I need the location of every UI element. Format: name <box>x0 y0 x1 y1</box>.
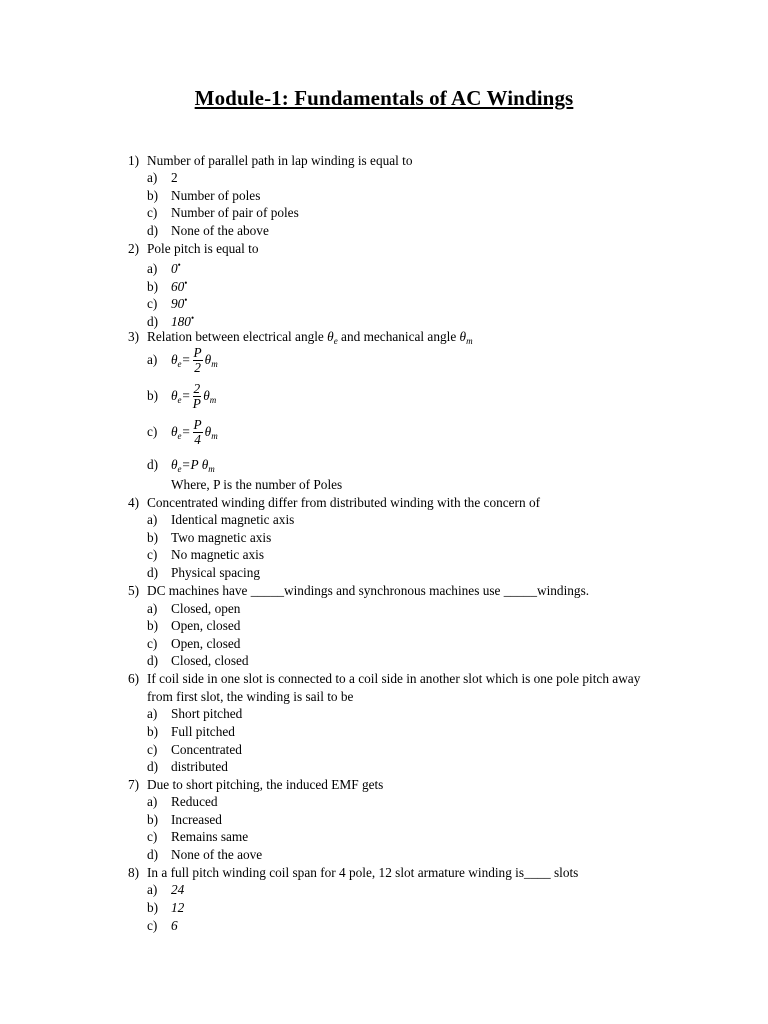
equals-sign: = <box>181 457 191 472</box>
option <box>147 828 248 846</box>
coefficient: P <box>190 457 199 472</box>
option-letter: b) <box>147 188 159 203</box>
theta-glyph: θ <box>327 329 334 344</box>
question-5 <box>128 582 718 600</box>
option-letter: b) <box>147 618 159 633</box>
option <box>147 600 240 618</box>
equals-sign: = <box>181 387 191 403</box>
formula <box>171 457 215 472</box>
option-text: 90 <box>171 296 185 311</box>
option-letter: b) <box>147 530 159 545</box>
option-letter: c) <box>147 742 158 757</box>
theta-glyph: θ <box>171 457 178 472</box>
question-6 <box>128 670 718 688</box>
subscript: e <box>177 358 182 369</box>
subscript: e <box>177 394 182 405</box>
option-text: Open, closed <box>171 618 241 633</box>
option-letter: a) <box>147 512 158 527</box>
subscript: m <box>209 394 217 405</box>
denominator: 4 <box>194 432 201 447</box>
subscript: m <box>208 464 215 474</box>
question-8 <box>128 864 718 882</box>
option-letter: c) <box>147 636 158 651</box>
question-number: 8) <box>128 865 140 880</box>
denominator: P <box>192 396 201 411</box>
equals-sign: = <box>181 423 191 439</box>
question-text: Pole pitch is equal to <box>147 241 259 256</box>
option-letter: b) <box>147 387 159 403</box>
theta-glyph: θ <box>171 351 178 367</box>
option-text: 12 <box>171 900 185 915</box>
fraction <box>193 418 203 447</box>
option <box>147 418 218 447</box>
subscript: m <box>466 336 473 346</box>
option-text: Number of poles <box>171 188 261 203</box>
option <box>147 382 216 411</box>
question-4 <box>128 494 718 512</box>
option-letter: a) <box>147 706 158 721</box>
option-letter: a) <box>147 882 158 897</box>
question-number: 7) <box>128 777 140 792</box>
option-text: 180 <box>171 314 191 329</box>
option <box>147 723 235 741</box>
option-letter: c) <box>147 918 158 933</box>
numerator: 2 <box>193 381 201 396</box>
option-text: Full pitched <box>171 724 235 739</box>
option-text: 60 <box>171 279 185 294</box>
question-number: 2) <box>128 241 140 256</box>
option <box>147 758 228 776</box>
degree-symbol: • <box>177 260 181 270</box>
theta-glyph: θ <box>171 387 178 403</box>
question-text: and mechanical angle <box>337 329 460 344</box>
option-letter: d) <box>147 314 159 329</box>
option-text: Open, closed <box>171 636 241 651</box>
option-letter: a) <box>147 170 158 185</box>
numerator: P <box>193 417 202 432</box>
theta-glyph: θ <box>459 329 467 344</box>
option-text: None of the above <box>171 223 269 238</box>
option-text: Physical spacing <box>171 565 261 580</box>
option-letter: d) <box>147 653 159 668</box>
option-letter: d) <box>147 457 159 472</box>
option-letter: c) <box>147 829 158 844</box>
option <box>147 204 299 222</box>
option-letter: a) <box>147 261 158 276</box>
theta-m-symbol <box>460 329 473 344</box>
option-letter: b) <box>147 900 159 915</box>
option-letter: d) <box>147 565 159 580</box>
option-text: Increased <box>171 812 222 827</box>
degree-symbol: • <box>184 278 188 288</box>
option <box>147 635 240 653</box>
denominator: 2 <box>194 360 201 375</box>
option-text: Two magnetic axis <box>171 530 272 545</box>
subscript: m <box>211 358 218 369</box>
subscript: e <box>177 430 182 441</box>
page-title: Module-1: Fundamentals of AC Windings <box>194 86 574 110</box>
option-text: Number of pair of poles <box>171 205 299 220</box>
option <box>147 346 218 375</box>
option-text: distributed <box>171 759 228 774</box>
option <box>147 187 260 205</box>
option-letter: c) <box>147 547 158 562</box>
theta-glyph: θ <box>203 387 210 403</box>
question-7 <box>128 776 718 794</box>
option-text: Remains same <box>171 829 249 844</box>
theta-glyph: θ <box>201 457 209 472</box>
option <box>147 705 242 723</box>
option <box>147 546 264 564</box>
option-letter: d) <box>147 847 159 862</box>
option-letter: a) <box>147 351 158 367</box>
degree-symbol: • <box>190 313 195 323</box>
option <box>147 652 249 670</box>
option-letter: c) <box>147 205 158 220</box>
option <box>147 511 294 529</box>
theta-e-symbol <box>327 329 338 344</box>
fraction <box>193 346 203 375</box>
degree-symbol: • <box>184 295 188 305</box>
option-text: 2 <box>171 170 178 185</box>
question-text: DC machines have _____windings and synchronous machines use _____windings. <box>147 583 590 598</box>
option-letter: c) <box>147 423 158 439</box>
option-text: Closed, open <box>171 601 241 616</box>
option <box>147 529 271 547</box>
option-letter: d) <box>147 223 159 238</box>
formula <box>171 345 218 375</box>
question-number: 1) <box>128 153 140 168</box>
option <box>147 917 178 935</box>
option <box>147 899 184 917</box>
option-letter: b) <box>147 724 159 739</box>
question-note: Where, P is the number of Poles <box>171 477 343 492</box>
option <box>147 793 218 811</box>
option-text: Concentrated <box>171 742 242 757</box>
theta-glyph: θ <box>171 423 178 439</box>
question-text: Concentrated winding differ from distributed winding with the concern of <box>147 495 541 510</box>
option-letter: d) <box>147 759 159 774</box>
subscript: e <box>333 336 338 346</box>
question-text: If coil side in one slot is connected to a coil side in another slot which is one pole pitch away <box>147 671 641 686</box>
option-text: Closed, closed <box>171 653 249 668</box>
option <box>147 741 242 759</box>
question-text: In a full pitch winding coil span for 4 pole, 12 slot armature winding is____ slots <box>147 865 579 880</box>
option-letter: a) <box>147 601 158 616</box>
option-letter: c) <box>147 296 158 311</box>
theta-glyph: θ <box>204 423 212 439</box>
question-number: 3) <box>128 329 140 344</box>
option-text: Short pitched <box>171 706 243 721</box>
option-text: No magnetic axis <box>171 547 265 562</box>
option-text: 24 <box>171 882 185 897</box>
option-letter: a) <box>147 794 158 809</box>
option <box>147 169 178 187</box>
fraction <box>193 382 202 411</box>
option <box>147 881 184 899</box>
option-text: 6 <box>171 918 178 933</box>
formula <box>171 381 217 411</box>
option <box>147 564 260 582</box>
option <box>147 222 269 240</box>
question-text: Relation between electrical angle <box>147 329 328 344</box>
theta-glyph: θ <box>204 351 212 367</box>
option <box>147 617 240 635</box>
question-1 <box>128 152 718 170</box>
option <box>147 811 222 829</box>
question-text-continued: from first slot, the winding is sail to be <box>147 689 354 704</box>
option-text: Reduced <box>171 794 218 809</box>
subscript: e <box>177 464 182 474</box>
question-text: Due to short pitching, the induced EMF gets <box>147 777 384 792</box>
question-number: 6) <box>128 671 140 686</box>
option <box>147 846 262 864</box>
option-letter: b) <box>147 279 159 294</box>
option-text: None of the aove <box>171 847 263 862</box>
question-text: Number of parallel path in lap winding is equal to <box>147 153 413 168</box>
question-number: 5) <box>128 583 140 598</box>
subscript: m <box>211 430 218 441</box>
question-number: 4) <box>128 495 140 510</box>
option-text: 0 <box>171 261 178 276</box>
option-letter: b) <box>147 812 159 827</box>
equals-sign: = <box>181 351 191 367</box>
option-text: Identical magnetic axis <box>171 512 295 527</box>
numerator: P <box>193 345 202 360</box>
formula <box>171 417 218 447</box>
question-2 <box>128 240 718 258</box>
